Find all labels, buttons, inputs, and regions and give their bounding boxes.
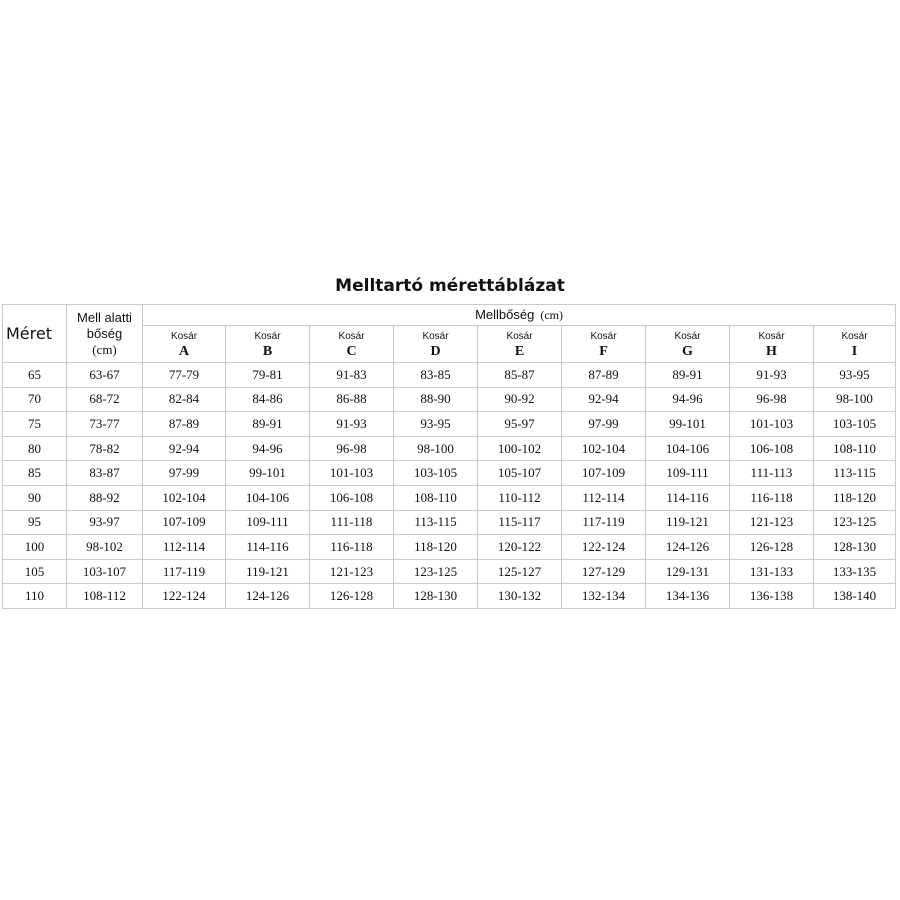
table-row xyxy=(3,461,896,486)
header-cup-b xyxy=(226,326,310,363)
table-row xyxy=(3,584,896,609)
size-chart-table xyxy=(2,304,896,609)
row-bust-cell: 119-121 xyxy=(226,559,310,584)
row-size-cell: 75 xyxy=(3,412,67,437)
row-bust-cell: 114-116 xyxy=(226,535,310,560)
header-cup-letter: C xyxy=(346,344,357,359)
header-bust-label: Mellbőség xyxy=(475,307,535,322)
header-cup-letter: D xyxy=(430,344,441,359)
row-bust-cell: 108-110 xyxy=(814,436,896,461)
row-bust-cell: 86-88 xyxy=(310,387,394,412)
row-bust-cell: 124-126 xyxy=(226,584,310,609)
row-underbust-cell: 93-97 xyxy=(67,510,143,535)
row-bust-cell: 89-91 xyxy=(226,412,310,437)
row-bust-cell: 119-121 xyxy=(646,510,730,535)
row-bust-cell: 125-127 xyxy=(478,559,562,584)
row-bust-cell: 101-103 xyxy=(310,461,394,486)
row-bust-cell: 133-135 xyxy=(814,559,896,584)
table-row xyxy=(3,436,896,461)
row-bust-cell: 111-118 xyxy=(310,510,394,535)
row-bust-cell: 77-79 xyxy=(143,363,226,388)
row-bust-cell: 100-102 xyxy=(478,436,562,461)
header-cup-g xyxy=(646,326,730,363)
row-bust-cell: 107-109 xyxy=(143,510,226,535)
row-bust-cell: 109-111 xyxy=(646,461,730,486)
row-underbust-cell: 68-72 xyxy=(67,387,143,412)
table-row xyxy=(3,559,896,584)
row-bust-cell: 79-81 xyxy=(226,363,310,388)
header-cup-word: Kosár xyxy=(674,331,701,342)
row-size-cell: 65 xyxy=(3,363,67,388)
row-bust-cell: 109-111 xyxy=(226,510,310,535)
header-cup-letter: F xyxy=(599,344,608,359)
row-bust-cell: 103-105 xyxy=(814,412,896,437)
header-cup-c xyxy=(310,326,394,363)
row-underbust-cell: 103-107 xyxy=(67,559,143,584)
row-bust-cell: 117-119 xyxy=(562,510,646,535)
header-bust-unit: (cm) xyxy=(540,308,563,322)
row-bust-cell: 98-100 xyxy=(814,387,896,412)
row-bust-cell: 113-115 xyxy=(394,510,478,535)
header-cup-h xyxy=(730,326,814,363)
row-bust-cell: 128-130 xyxy=(394,584,478,609)
row-bust-cell: 128-130 xyxy=(814,535,896,560)
row-bust-cell: 132-134 xyxy=(562,584,646,609)
header-cup-word: Kosár xyxy=(758,331,785,342)
row-bust-cell: 123-125 xyxy=(814,510,896,535)
row-bust-cell: 112-114 xyxy=(562,485,646,510)
row-underbust-cell: 88-92 xyxy=(67,485,143,510)
row-bust-cell: 129-131 xyxy=(646,559,730,584)
row-underbust-cell: 73-77 xyxy=(67,412,143,437)
header-cup-f xyxy=(562,326,646,363)
row-size-cell: 90 xyxy=(3,485,67,510)
row-bust-cell: 92-94 xyxy=(562,387,646,412)
row-bust-cell: 103-105 xyxy=(394,461,478,486)
row-bust-cell: 97-99 xyxy=(143,461,226,486)
table-row xyxy=(3,387,896,412)
row-bust-cell: 118-120 xyxy=(814,485,896,510)
row-bust-cell: 95-97 xyxy=(478,412,562,437)
row-bust-cell: 92-94 xyxy=(143,436,226,461)
row-bust-cell: 91-93 xyxy=(730,363,814,388)
row-bust-cell: 117-119 xyxy=(143,559,226,584)
row-bust-cell: 99-101 xyxy=(646,412,730,437)
table-row xyxy=(3,363,896,388)
row-bust-cell: 105-107 xyxy=(478,461,562,486)
row-underbust-cell: 98-102 xyxy=(67,535,143,560)
row-size-cell: 100 xyxy=(3,535,67,560)
row-bust-cell: 102-104 xyxy=(143,485,226,510)
table-row xyxy=(3,412,896,437)
row-bust-cell: 107-109 xyxy=(562,461,646,486)
row-bust-cell: 82-84 xyxy=(143,387,226,412)
header-cup-letter: H xyxy=(766,344,777,359)
row-bust-cell: 106-108 xyxy=(730,436,814,461)
row-size-cell: 95 xyxy=(3,510,67,535)
row-bust-cell: 126-128 xyxy=(310,584,394,609)
row-bust-cell: 131-133 xyxy=(730,559,814,584)
row-bust-cell: 114-116 xyxy=(646,485,730,510)
row-bust-cell: 90-92 xyxy=(478,387,562,412)
table-row xyxy=(3,535,896,560)
row-bust-cell: 110-112 xyxy=(478,485,562,510)
header-underbust-unit: (cm) xyxy=(92,341,117,357)
header-cup-letter: E xyxy=(514,344,525,359)
row-bust-cell: 122-124 xyxy=(562,535,646,560)
row-bust-cell: 94-96 xyxy=(646,387,730,412)
row-bust-cell: 87-89 xyxy=(143,412,226,437)
row-bust-cell: 120-122 xyxy=(478,535,562,560)
row-underbust-cell: 63-67 xyxy=(67,363,143,388)
row-bust-cell: 116-118 xyxy=(310,535,394,560)
row-bust-cell: 111-113 xyxy=(730,461,814,486)
row-bust-cell: 102-104 xyxy=(562,436,646,461)
row-bust-cell: 101-103 xyxy=(730,412,814,437)
row-bust-cell: 91-83 xyxy=(310,363,394,388)
header-cup-letter: G xyxy=(682,344,693,359)
page-title: Melltartó mérettáblázat xyxy=(335,276,565,296)
row-bust-cell: 87-89 xyxy=(562,363,646,388)
header-cup-letter: A xyxy=(178,344,190,359)
row-bust-cell: 97-99 xyxy=(562,412,646,437)
row-size-cell: 105 xyxy=(3,559,67,584)
header-cup-d xyxy=(394,326,478,363)
header-cup-letter: I xyxy=(851,344,858,359)
row-bust-cell: 121-123 xyxy=(310,559,394,584)
row-bust-cell: 116-118 xyxy=(730,485,814,510)
header-cup-word: Kosár xyxy=(841,331,868,342)
table-row xyxy=(3,510,896,535)
row-bust-cell: 113-115 xyxy=(814,461,896,486)
row-bust-cell: 104-106 xyxy=(226,485,310,510)
header-underbust xyxy=(67,305,143,363)
header-cup-letter: B xyxy=(262,344,273,359)
header-cup-word: Kosár xyxy=(590,331,617,342)
row-bust-cell: 121-123 xyxy=(730,510,814,535)
row-size-cell: 70 xyxy=(3,387,67,412)
row-bust-cell: 123-125 xyxy=(394,559,478,584)
row-bust-cell: 91-93 xyxy=(310,412,394,437)
row-bust-cell: 99-101 xyxy=(226,461,310,486)
header-cup-a xyxy=(143,326,226,363)
row-size-cell: 80 xyxy=(3,436,67,461)
row-bust-cell: 130-132 xyxy=(478,584,562,609)
row-underbust-cell: 83-87 xyxy=(67,461,143,486)
header-cup-word: Kosár xyxy=(338,331,365,342)
row-bust-cell: 138-140 xyxy=(814,584,896,609)
row-size-cell: 85 xyxy=(3,461,67,486)
header-bust xyxy=(143,305,896,326)
row-bust-cell: 84-86 xyxy=(226,387,310,412)
row-underbust-cell: 108-112 xyxy=(67,584,143,609)
header-cup-word: Kosár xyxy=(170,331,198,342)
header-size: Méret xyxy=(3,305,67,363)
header-cup-word: Kosár xyxy=(254,331,281,342)
row-bust-cell: 112-114 xyxy=(143,535,226,560)
row-bust-cell: 98-100 xyxy=(394,436,478,461)
row-underbust-cell: 78-82 xyxy=(67,436,143,461)
row-bust-cell: 108-110 xyxy=(394,485,478,510)
row-size-cell: 110 xyxy=(3,584,67,609)
header-cup-word: Kosár xyxy=(422,331,449,342)
row-bust-cell: 134-136 xyxy=(646,584,730,609)
row-bust-cell: 94-96 xyxy=(226,436,310,461)
row-bust-cell: 104-106 xyxy=(646,436,730,461)
row-bust-cell: 126-128 xyxy=(730,535,814,560)
header-cup-i xyxy=(814,326,896,363)
table-row xyxy=(3,485,896,510)
row-bust-cell: 115-117 xyxy=(478,510,562,535)
header-row-bust xyxy=(3,305,896,326)
row-bust-cell: 93-95 xyxy=(394,412,478,437)
row-bust-cell: 89-91 xyxy=(646,363,730,388)
header-cup-word: Kosár xyxy=(506,331,533,342)
row-bust-cell: 96-98 xyxy=(730,387,814,412)
row-bust-cell: 124-126 xyxy=(646,535,730,560)
table-body xyxy=(3,363,896,609)
row-bust-cell: 93-95 xyxy=(814,363,896,388)
row-bust-cell: 127-129 xyxy=(562,559,646,584)
header-underbust-label: Mell alatti bőség xyxy=(77,309,132,341)
row-bust-cell: 106-108 xyxy=(310,485,394,510)
row-bust-cell: 96-98 xyxy=(310,436,394,461)
row-bust-cell: 136-138 xyxy=(730,584,814,609)
header-cup-e xyxy=(478,326,562,363)
row-bust-cell: 118-120 xyxy=(394,535,478,560)
row-bust-cell: 85-87 xyxy=(478,363,562,388)
row-bust-cell: 88-90 xyxy=(394,387,478,412)
row-bust-cell: 83-85 xyxy=(394,363,478,388)
row-bust-cell: 122-124 xyxy=(143,584,226,609)
